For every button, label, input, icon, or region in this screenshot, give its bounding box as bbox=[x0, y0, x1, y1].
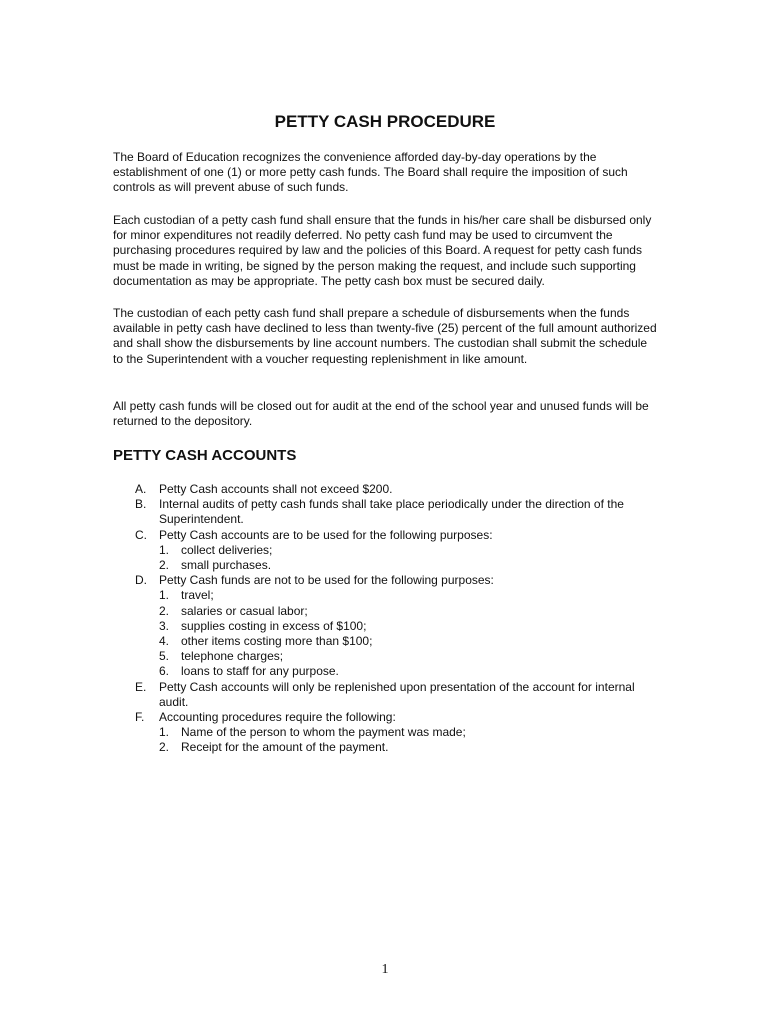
sub-list-item bbox=[159, 740, 658, 755]
sub-list-item bbox=[159, 634, 658, 649]
sub-list-item-marker: 4. bbox=[159, 634, 170, 649]
section-heading-accounts: PETTY CASH ACCOUNTS bbox=[113, 447, 297, 464]
list-item bbox=[113, 497, 658, 527]
sub-list-item-marker: 1. bbox=[159, 542, 170, 557]
list-item bbox=[113, 680, 658, 710]
sub-list-item bbox=[159, 588, 658, 603]
list-item-text: Petty Cash accounts shall not exceed $200. bbox=[159, 482, 393, 496]
sub-list-item-marker: 3. bbox=[159, 618, 170, 633]
document-title: PETTY CASH PROCEDURE bbox=[274, 112, 496, 131]
sub-list-item bbox=[159, 604, 658, 619]
sub-list-item-text: Name of the person to whom the payment was made; bbox=[181, 725, 466, 740]
sub-list-item-marker: 2. bbox=[159, 558, 170, 573]
paragraph-board-recognition: The Board of Education recognizes the convenience afforded day-by-day operations by the establishment of one (1) or more petty cash funds. The Board shall require the imposition of such controls as will prevent abuse of such funds. bbox=[113, 150, 628, 195]
list-item bbox=[113, 528, 658, 574]
sub-list-item-text: loans to staff for any purpose. bbox=[181, 664, 339, 679]
sub-list-item bbox=[159, 649, 658, 664]
sub-list-item bbox=[159, 619, 658, 634]
list-item-marker: F. bbox=[135, 710, 145, 725]
list-item-marker: C. bbox=[135, 527, 147, 542]
sub-list-item-text: travel; bbox=[181, 588, 214, 603]
list-item-text: Internal audits of petty cash funds shall take place periodically under the direction of the Superintendent. bbox=[159, 497, 624, 527]
list-item-text: Accounting procedures require the following: bbox=[159, 710, 396, 725]
sub-list-item bbox=[159, 725, 658, 740]
paragraph-disbursement-schedule: The custodian of each petty cash fund shall prepare a schedule of disbursements when the funds available in petty cash have declined to less than twenty-five (25) percent of the full amount authorized and shall show the disbursements by line account numbers. The custodian shall submit the schedule to the Superintendent with a voucher requesting replenishment in like amount. bbox=[113, 306, 657, 366]
list-item-marker: A. bbox=[135, 482, 147, 496]
sub-list bbox=[159, 588, 658, 679]
paragraph-custodian-duties: Each custodian of a petty cash fund shall ensure that the funds in his/her care shall be disbursed only for minor expenditures not readily deferred. No petty cash fund may be used to circumvent the purchasing procedures required by law and the policies of this Board. A request for petty cash funds must be made in writing, be signed by the person making the request, and include such supporting documentation as may be appropriate. The petty cash box must be secured daily. bbox=[113, 213, 652, 288]
sub-list-item-text: small purchases. bbox=[181, 558, 272, 573]
list-item-marker: D. bbox=[135, 573, 147, 588]
sub-list-item-marker: 1. bbox=[159, 725, 170, 740]
sub-list-item-text: collect deliveries; bbox=[181, 542, 273, 557]
list-item-text: Petty Cash accounts are to be used for the following purposes: bbox=[159, 527, 493, 542]
list-item bbox=[113, 482, 658, 497]
sub-list bbox=[159, 725, 658, 755]
list-item bbox=[113, 573, 658, 679]
sub-list-item-text: telephone charges; bbox=[181, 649, 284, 664]
paragraph-year-end-audit: All petty cash funds will be closed out for audit at the end of the school year and unused funds will be returned to the depository. bbox=[113, 399, 649, 429]
sub-list-item-marker: 6. bbox=[159, 664, 170, 679]
sub-list-item-marker: 5. bbox=[159, 649, 170, 664]
sub-list-item bbox=[159, 543, 658, 558]
sub-list-item-marker: 2. bbox=[159, 603, 170, 618]
sub-list-item bbox=[159, 664, 658, 679]
page-number: 1 bbox=[381, 962, 389, 977]
sub-list-item-marker: 1. bbox=[159, 588, 170, 603]
list-item-marker: E. bbox=[135, 679, 147, 694]
sub-list-item-marker: 2. bbox=[159, 740, 170, 755]
accounts-list bbox=[113, 482, 658, 756]
list-item bbox=[113, 710, 658, 756]
list-item-text: Petty Cash funds are not to be used for the following purposes: bbox=[159, 573, 494, 588]
sub-list-item-text: Receipt for the amount of the payment. bbox=[181, 740, 389, 755]
sub-list-item bbox=[159, 558, 658, 573]
sub-list bbox=[159, 543, 658, 573]
sub-list-item-text: supplies costing in excess of $100; bbox=[181, 618, 367, 633]
list-item-marker: B. bbox=[135, 497, 147, 512]
sub-list-item-text: salaries or casual labor; bbox=[181, 603, 308, 618]
list-item-text: Petty Cash accounts will only be replenished upon presentation of the account for internal audit. bbox=[159, 679, 635, 709]
sub-list-item-text: other items costing more than $100; bbox=[181, 634, 373, 649]
